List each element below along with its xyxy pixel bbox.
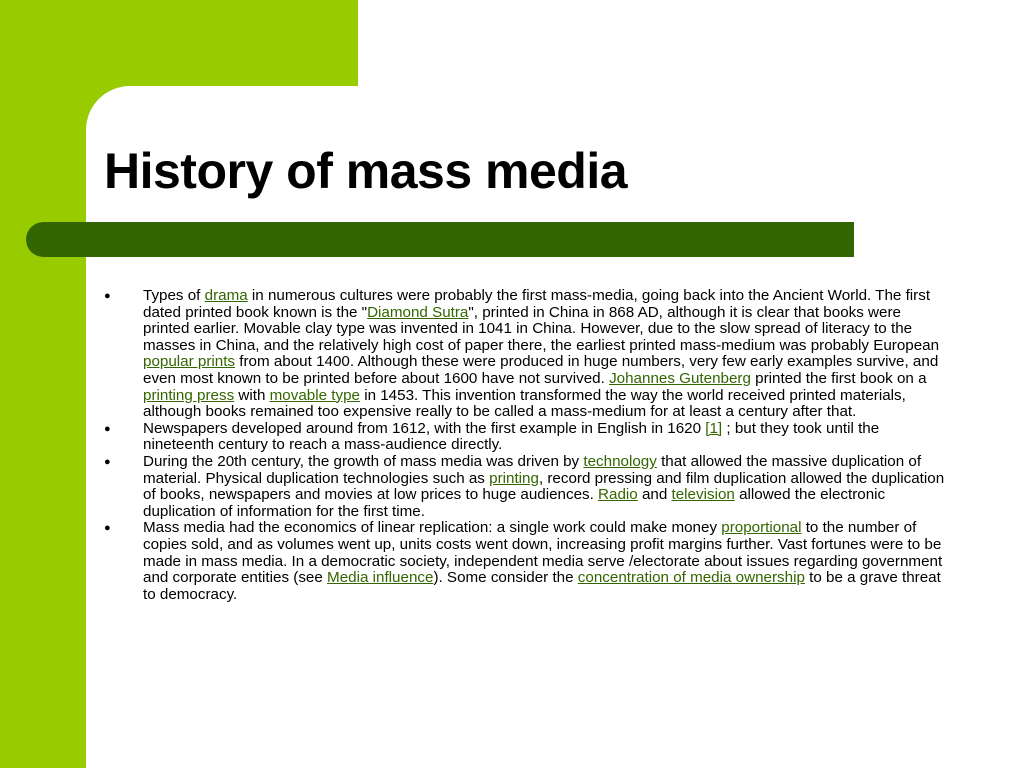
link[interactable]: Radio [598, 486, 638, 504]
link[interactable]: Johannes Gutenberg [609, 369, 751, 387]
bullet-item [104, 288, 949, 421]
bullet-icon: ● [104, 422, 111, 435]
bullet-text: During the 20th century, the growth of mass media was driven by [143, 452, 584, 470]
bullet-icon: ● [104, 455, 111, 468]
link[interactable]: drama [204, 287, 248, 304]
link[interactable]: television [671, 486, 735, 504]
bullet-item [104, 520, 949, 603]
bullet-text: ; but they took until the nineteenth century to reach a mass-audience directly. [143, 419, 880, 454]
bullet-text: in numerous cultures were probably the first mass-media, going back into the Ancient World. The first dated printed book known is the " [143, 287, 931, 321]
bullet-text: ", printed in China in 868 AD, although it is clear that books were printed earlier. Movable clay type was invented in 1041 in China. However, due to the slow spread of literacy to the masses in China, and the relatively high cost of paper there, the earliest printed mass-medium was probably European [143, 303, 940, 354]
bullet-text: printed the first book on a [750, 369, 927, 387]
bullet-text: ). Some consider the [433, 569, 578, 587]
bullet-text: to the number of copies sold, and as volumes went up, units costs went down, increasing profit margins further. Vast fortunes were to be made in mass media. In a democratic society, independent media serve /electorate about issues regarding government and corporate entities (see [143, 519, 943, 587]
link[interactable]: printing [489, 469, 539, 487]
bullet-icon: ● [104, 290, 111, 302]
link[interactable]: popular prints [143, 353, 236, 371]
bullet-text: that allowed the massive duplication of material. Physical duplication technologies such as [143, 452, 922, 487]
slide-title: History of mass media [104, 143, 628, 199]
bullet-text: with [234, 386, 270, 404]
left-accent-strip [0, 0, 86, 768]
bullet-item [104, 421, 949, 454]
bullet-icon: ● [104, 522, 111, 535]
title-underline-bar [26, 222, 854, 257]
bullet-text: allowed the electronic duplication of information for the first time. [143, 486, 886, 520]
link[interactable]: proportional [721, 519, 802, 537]
bullet-text: Mass media had the economics of linear replication: a single work could make money [143, 519, 722, 537]
bullet-text: Types of [143, 287, 205, 304]
bullet-text: in 1453. This invention transformed the way the world received printed materials, although books remained too expensive really to be called a mass-medium for at least a century after that. [143, 386, 906, 421]
bullet-list [104, 288, 949, 603]
link[interactable]: [1] [705, 419, 723, 437]
link[interactable]: concentration of media ownership [577, 569, 805, 587]
bullet-text: to be a grave threat to democracy. [143, 569, 941, 603]
bullet-text: Newspapers developed around from 1612, with the first example in English in 1620 [143, 419, 706, 437]
bullet-item [104, 454, 949, 520]
bullet-text: , record pressing and film duplication allowed the duplication of books, newspapers and movies at low prices to huge audiences. [143, 469, 945, 504]
link[interactable]: Media influence [327, 569, 434, 587]
link[interactable]: movable type [269, 386, 360, 404]
bullet-text: and [637, 486, 672, 504]
link[interactable]: Diamond Sutra [367, 303, 469, 321]
link[interactable]: technology [583, 452, 657, 470]
link[interactable]: printing press [143, 386, 235, 404]
bullet-text: from about 1400. Although these were produced in huge numbers, very few early examples survive, and even most known to be printed before about 1600 have not survived. [143, 353, 939, 387]
